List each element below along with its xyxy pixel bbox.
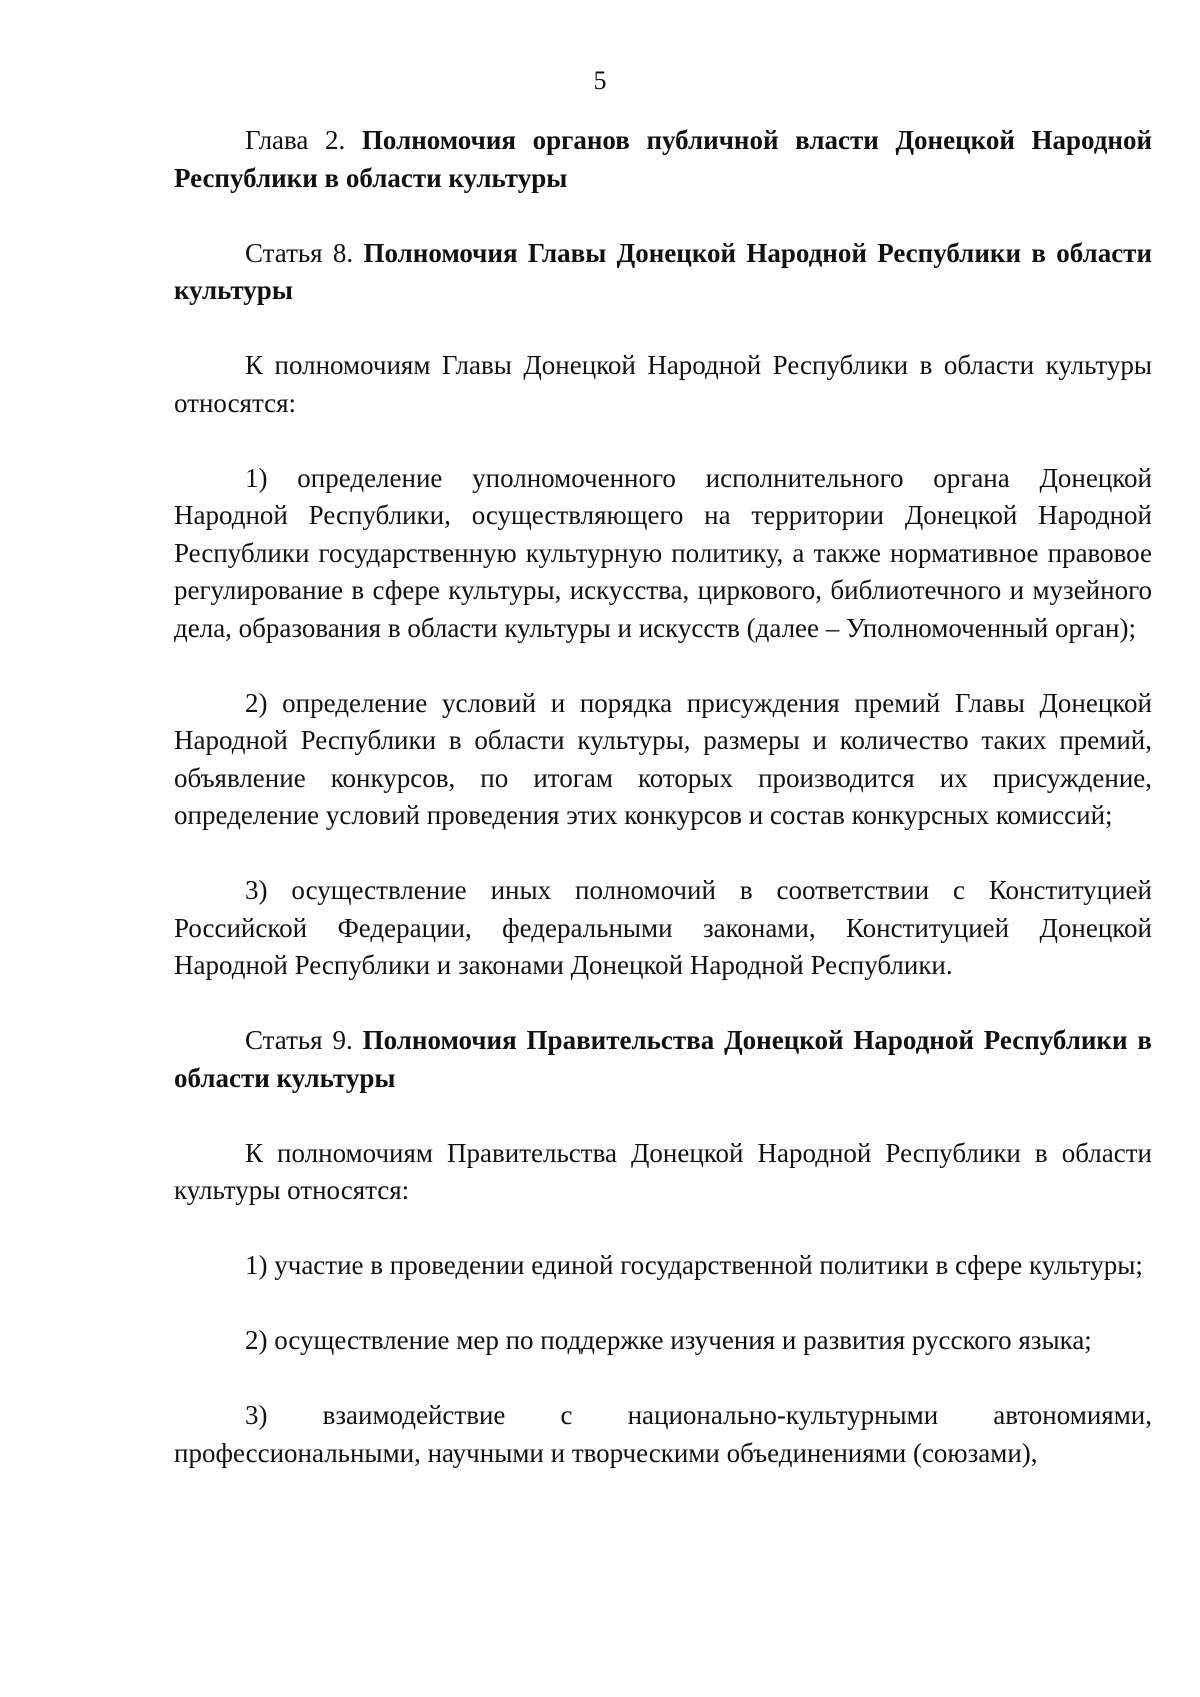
- article-8-intro: К полномочиям Главы Донецкой Народной Республики в области культуры относятся:: [174, 350, 1152, 418]
- article-8-prefix: Статья 8.: [245, 237, 354, 268]
- chapter-heading: [174, 122, 1152, 197]
- article-8-title: Полномочия Главы Донецкой Народной Республики в области культуры: [174, 237, 1152, 305]
- article-9-title: Полномочия Правительства Донецкой Народной Республики в области культуры: [174, 1025, 1152, 1093]
- article-8-item-2: 2) определение условий и порядка присуждения премий Главы Донецкой Народной Республики в области культуры, размеры и количество таких премий, объявление конкурсов, по итогам которых производится их присуждение, определение условий проведения этих конкурсов и состав конкурсных комиссий;: [174, 687, 1152, 830]
- article-9-prefix: Статья 9.: [245, 1025, 353, 1055]
- article-9-item-1: 1) участие в проведении единой государственной политики в сфере культуры;: [245, 1250, 1143, 1280]
- article-8-item-1: 1) определение уполномоченного исполнительного органа Донецкой Народной Республики, осуществляющего на территории Донецкой Народной Республики государственную культурную политику, а также нормативное правовое регулирование в сфере культуры, искусства, циркового, библиотечного и музейного дела, образования в области культуры и искусств (далее – Уполномоченный орган);: [174, 462, 1152, 643]
- article-9-item-2: 2) осуществление мер по поддержке изучения и развития русского языка;: [245, 1325, 1092, 1355]
- article-9-intro: К полномочиям Правительства Донецкой Народной Республики в области культуры относятся:: [174, 1137, 1152, 1205]
- page-number: 5: [593, 66, 607, 95]
- article-8-heading: [174, 235, 1152, 310]
- chapter-title: Полномочия органов публичной власти Донецкой Народной Республики в области культуры: [174, 125, 1153, 193]
- article-8-item-3: 3) осуществление иных полномочий в соответствии с Конституцией Российской Федерации, федеральными законами, Конституцией Донецкой Народной Республики и законами Донецкой Народной Республики.: [174, 875, 1152, 980]
- article-9-item-3: 3) взаимодействие с национально-культурными автономиями, профессиональными, научными и творческими объединениями (союзами),: [174, 1400, 1152, 1468]
- document-body: [174, 122, 1152, 1472]
- article-9-heading: [174, 1022, 1152, 1097]
- chapter-prefix: Глава 2.: [245, 125, 346, 155]
